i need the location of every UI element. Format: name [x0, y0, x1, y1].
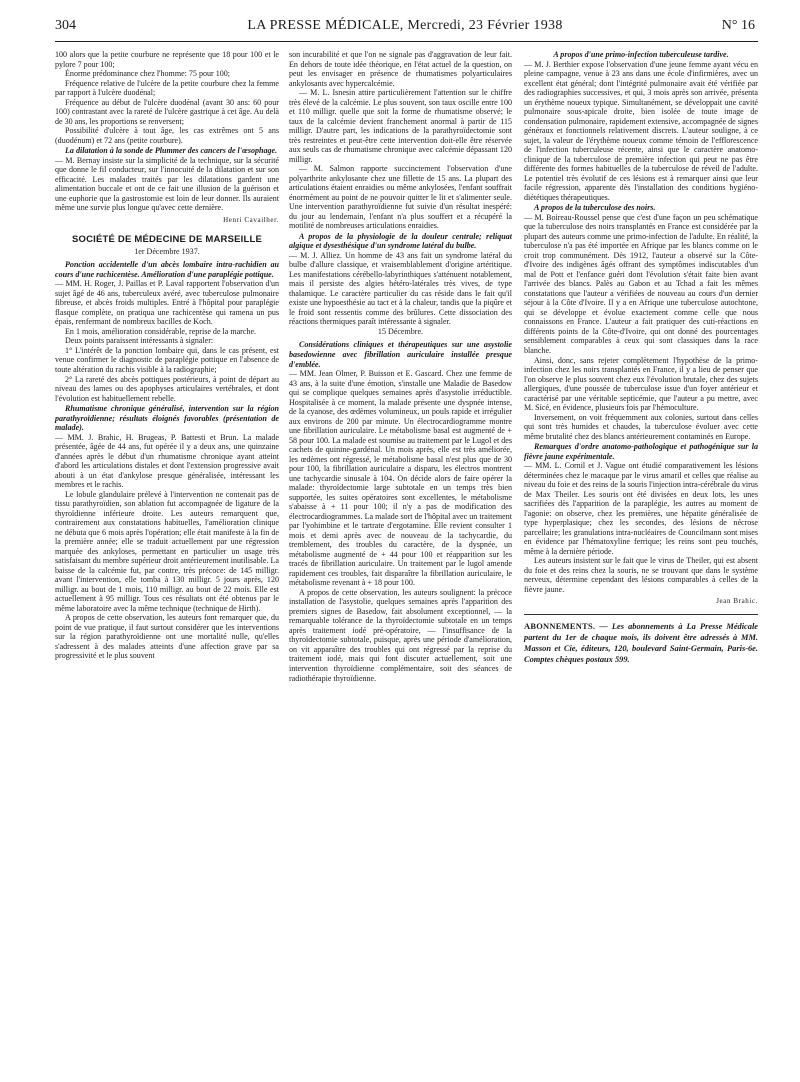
session-date: 15 Décembre.: [377, 326, 424, 336]
section-heading: Remarques d'ordre anatomo-pathologique et pathogénique sur la fièvre jaune expérimentale.: [524, 442, 758, 461]
paragraph: Le lobule glandulaire prélevé à l'intervention ne contenait pas de tissu parathyroïdien, son ablation fut accompagnée de ligature de la thyroïdienne inférieure droite. Les auteurs remarquent que, contrairement aux constatations habituelles, l'amélioration clinique ne débuta que 6 mois après l'opération; elle était manifeste à la fin de la première année; elle se traduit actuellement par une régression marquée des ankyloses, permettant en particulier un usage très satisfaisant du membre supérieur droit antérieurement inutilisable. La baisse de la calcémie fut, par contre, très précoce: de 145 milligr. avant l'intervention, elle tomba à 130 milligr. 5 jours après, 120 milligr. au bout de 1 mois, 110 milligr. au bout de 22 mois. Elle est actuellement à 95 milligr. Tous ces résultats ont été obtenus par le même laboratoire avec la même technique (technique de Hirth).: [55, 489, 279, 613]
notice-lead: ABONNEMENTS.: [524, 621, 596, 631]
section-heading: Ponction accidentelle d'un abcès lombaire intra-rachidien au cours d'une rachicentèse. Amélioration d'une paraplégie pottique.: [55, 260, 279, 279]
section-heading: A propos de la physiologie de la douleur centrale; reliquat algique et dysesthésique d'un syndrome latéral du bulbe.: [289, 231, 512, 251]
notice-text: — Les abonnements à La Presse Médicale partent du 1er de chaque mois, ils doivent être adressés à MM. Masson et Cie, éditeurs, 120, boulevard Saint-Germain, Paris-6e. Comptes chèques postaux 599.: [524, 621, 759, 664]
paragraph: Les auteurs insistent sur le fait que le virus de Theiler, qui est absent du foie et des reins chez la souris, ne se trouvant que dans le système nerveux, détermine cependant des lésions comparables à celles de la fièvre jaune.: [524, 556, 758, 594]
section-heading: A propos d'une primo-infection tuberculeuse tardive.: [553, 50, 729, 59]
paragraph: 2° La rareté des abcès pottiques postérieurs, à point de départ au niveau des lames ou des apophyses articulaires vertébrales, et dont l'évolution est habituellement rebelle.: [55, 374, 279, 403]
subscription-notice: [524, 621, 758, 665]
page-number: 304: [55, 18, 76, 33]
paragraph: — M. Bernay insiste sur la simplicité de la technique, sur la sécurité que donne le fil conducteur, sur l'innocuité de la dilatation et sur son efficacité. Les malades traités par les dilatations gardent une alimentation buccale et ont de ce fait une illusion de la guérison et une euphorie que la gastrostomie est loin de leur donner. Ils auraient même une survie plus longue qu'avec cette dernière.: [55, 155, 279, 213]
section-heading: La dilatation à la sonde de Plummer des cancers de l'œsophage.: [65, 146, 278, 156]
notice-separator: [524, 614, 758, 615]
paragraph: — MM. Jean Olmer, P. Buisson et E. Gascard. Chez une femme de 43 ans, à la suite d'une émotion, s'installe une Maladie de Basedow qui se complique quelques semaines après d'asystolie irréductible. Hospitalisée à ce moment, la malade présente une dyspnée intense, de la cyanose, des œdèmes volumineux, un pouls rapide et irrégulier aux environs de 200 par minute. Un électrocardiogramme montre une fibrillation auriculaire. Le métabolisme basal est augmenté de + 58 pour 100. La malade est soumise au traitement par le Lugol et des cachets de quinine-gardénal. Un mois après, elle est très améliorée, les œdèmes ont régressé, le métabolisme basal n'est plus que de 30 pour 100, la fibrillation auriculaire a disparu, les électros montrent une tachycardie sinusale à 104. On décide alors de faire opérer la malade: thyroïdectomie large subtotale en un temps très bien supportée, les suites opératoires sont excellentes, le métabolisme s'abaisse à + 11 pour 100; il n'y a pas de modification des électrocardiogrammes. La malade sort de l'hôpital avec un traitement par l'yohimbine et le tartrate d'ergotamine. Elle revient consulter 1 mois et demi après avec de nouveau de la tachycardie, du tremblement, des troubles du caractère, de la dyspnée, un métabolisme augmenté de + 44 pour 100 et réapparition sur les tracés de fibrillation auriculaire. Un traitement par le lugol amende rapidement ces troubles, fait disparaître la fibrillation auriculaire, le métabolisme revenant à + 18 pour 100.: [289, 369, 512, 588]
page-header: [55, 18, 755, 40]
author-signature: Henri Cavailher.: [223, 215, 279, 224]
column-left: [55, 50, 279, 661]
paragraph: — M. Boireau-Roussel pense que c'est d'une façon un peu schématique que la tuberculose des noirs transplantés en France est considérée par la plupart des auteurs comme une primo-infection de l'adulte. En réalité, la tuberculose n'a pas été importée en Afrique par les blancs comme on le croit trop communément. Dès 1912, l'auteur a observé sur la Côte-d'Ivoire des indigènes âgés offrant des symptômes indiscutables d'un mal de Pott et l'enfance guéri dont l'évolution s'était faite bien avant l'arrivée des blancs. Palès au Gabon et au Tchad a fait les mêmes constatations que l'auteur a vérifiées de nouveau au cours d'un dernier séjour à la Côte d'Ivoire. Il y a en Afrique une tuberculose autochtone, qui se développe et évolue exactement comme celle que nous connaissons en France. L'auteur a fait pratiquer des cuti-réactions en différents points de la Côte-d'Ivoire, qui ont donné des pourcentages sensiblement comparables à ceux qui sont classiques dans la race blanche.: [524, 212, 758, 355]
paragraph: — M. J. Berthier expose l'observation d'une jeune femme ayant vécu en pleine campagne, venue à 23 ans dans une école d'infirmières, avec un excellent état général; dont l'intégrité pulmonaire avait été vérifiée par des radiographies successives, et qui, 3 mois après son arrivée, présenta un érythème noueux typique. Simultanément, se développait une cavité pulmonaire sous-apicale droite, bien isolée de toute image de condensation pulmonaire, rapidement extensive, accompagnée de signes généraux et fonctionnels relativement discrets. L'auteur souligne, à ce sujet, la valeur de l'érythème noueux comme témoin de l'efflorescence de l'infection tuberculeuse récente, ainsi que le caractère anatomo-clinique de la tuberculose de première infection qui peut ne pas être différente des formes habituelles de la tuberculose de réveil de l'adulte. Le potentiel très évolutif de ces lésions est à remarquer ainsi que leur facile régression, apparente dès l'installation des conditions hygiéno-diététiques thérapeutiques.: [524, 59, 758, 202]
paragraph: Énorme prédominance chez l'homme: 75 pour 100;: [65, 69, 231, 79]
column-middle: [289, 50, 512, 683]
author-signature: Jean Brahic.: [716, 597, 758, 606]
paragraph: Fréquence au début de l'ulcère duodénal (avant 30 ans: 60 pour 100) contrastant avec la rareté de l'ulcère gastrique à cet âge. Au delà de 30 ans, les proportions se renversent;: [55, 97, 279, 126]
paragraph: — M. J. Alliez. Un homme de 43 ans fait un syndrome latéral du bulbe d'allure classique, et vraisemblablement d'origine artéritique. Les manifestations cérébello-labyrinthiques s'atténuent notablement, mais il persiste des algies hétéro-latérales très vives, de type thalamique. Le caractère particulier du cas réside dans le fait qu'il existe une hypoesthésie au tact et à la chaleur, tandis que la piqûre et le froid sont ressentis comme des brûlures. Cette dissociation des réactions thermiques paraît intéressante à signaler.: [289, 250, 512, 327]
section-heading: A propos de la tuberculose des noirs.: [534, 203, 656, 213]
paragraph: 1° L'intérêt de la ponction lombaire qui, dans le cas présent, est venue confirmer le diagnostic de paraplégie pottique en l'absence de toute altération du rachis visible à la radiographie;: [55, 345, 279, 374]
section-heading: Rhumatisme chronique généralisé, intervention sur la région parathyroïdienne; résultats éloignés favorables (présentation de malade).: [55, 404, 279, 433]
paragraph: En 1 mois, amélioration considérable, reprise de la marche.: [65, 326, 257, 336]
journal-title: LA PRESSE MÉDICALE, Mercredi, 23 Février 1938: [247, 18, 563, 33]
paragraph: — MM. L. Cornil et J. Vague ont étudié comparativement les lésions déterminées chez le macaque par le virus amaril et celles que réalise au niveau du foie et des reins de la souris l'injection intra-cérébrale du virus de Max Theiler. Les souris ont été divisées en deux lots, les unes sacrifiées dès l'apparition de la paraplégie, les autres au moment de l'agonie: on observe, chez les premières, une hépatite généralisée de type hyperplasique; chez les secondes, des lésions de nécrose parcellaire; les granulations intra-nucléaires de Councilmann sont mises en évidence par l'hématoxyline ferrique; les reins sont peu touchés, même à la dernière période.: [524, 461, 758, 556]
paragraph: Possibilité d'ulcère à tout âge, les cas extrêmes ont 5 ans (duodénum) et 72 ans (petite courbure).: [55, 126, 279, 145]
section-heading: Considérations cliniques et thérapeutiques sur une asystolie basedowienne avec fibrillation auriculaire installée presque d'emblée.: [289, 340, 512, 369]
header-rule: [55, 41, 758, 42]
paragraph: Ainsi, donc, sans rejeter complètement l'hypothèse de la primo-infection chez les noirs transplantés en France, il y a lieu de penser que l'on observe le plus souvent chez eux l'évolution brutale, chez des sujets allergiques, d'une poussée de tuberculose issue d'un foyer antérieur et caractérisé par une véritable septicémie, que l'auteur a pu mettre, avec M. Sicé, en évidence, plusieurs fois par l'hémoculture.: [524, 355, 758, 413]
paragraph: A propos de cette observation, les auteurs soulignent: la précoce installation de l'asystolie, quelques semaines après l'apparition des premiers signes de Basedow, fait absolument exceptionnel, — la remarquable tolérance de la thyroïdectomie subtotale en un temps après traitement iodé pré-opératoire, — l'insuffisance de la thyroïdectomie subtotale, puisque, après une période d'amélioration, on vit apparaître des troubles qui ont régressé par la reprise du traitement iodé, mais qui font discuter actuellement, soit une intervention thyroïdienne complémentaire, soit des séances de radiothérapie thyroïdienne.: [289, 587, 512, 683]
paragraph: Deux points paraissent intéressants à signaler:: [65, 336, 214, 346]
paragraph: — M. L. Isnesin attire particulièrement l'attention sur le chiffre très élevé de la calcémie. Le plus souvent, son taux oscille entre 100 et 110 milligr. quelle que soit la forme de rhumatisme observé; le taux de la calcémie devient franchement anormal à partir de 115 milligr. D'autre part, les indications de la parathyroïdectomie sont très restreintes et peut-être cette intervention doit-elle être réservée aux seuls cas de rhumatisme chronique avec calcémie dépassant 120 milligr.: [289, 88, 512, 164]
paragraph: — M. Salmon rapporte succinctement l'observation d'une polyarthrite ankylosante chez une fillette de 15 ans. La plupart des articulations étaient enraidies ou même ankylosées, l'enfant souffrait énormément au point de ne pouvoir quitter le lit et s'alimenter seule. Une intervention parathyroïdienne fut suivie d'un résultat inespéré: du jour au lendemain, l'enfant n'a plus souffert et a récupéré la motilité de nombreuses articulations enraidies.: [289, 164, 512, 231]
issue-number: N° 16: [721, 18, 755, 33]
paragraph: Inversement, on voit fréquemment aux colonies, surtout dans celles qui sont très humides et chaudes, la tuberculose évoluer avec cette même brutalité chez des blancs antérieurement contaminés en Europe.: [524, 412, 758, 441]
paragraph: — MM. H. Roger, J. Paillas et P. Laval rapportent l'observation d'un sujet âgé de 46 ans, tuberculeux avéré, avec tuberculose pulmonaire fibreuse, et abcès froids multiples. Entré à l'hôpital pour paraplégie flasque complète, on pratiqua une rachicentèse qui ramena un pus épais, renfermant de nombreux bacilles de Koch.: [55, 279, 279, 327]
society-heading: SOCIÉTÉ DE MÉDECINE DE MARSEILLE: [71, 234, 263, 246]
column-right: [524, 50, 758, 665]
paragraph: 100 alors que la petite courbure ne représente que 18 pour 100 et le pylore 7 pour 100;: [55, 50, 279, 69]
paragraph: son incurabilité et que l'on ne signale pas d'aggravation de leur fait. En dehors de toute idée théorique, en l'état actuel de la question, on peut les envisager en présence de rhumatismes polyarticulaires ankylosants avec hypercalcémie.: [289, 50, 512, 88]
session-date: 1er Décembre 1937.: [134, 246, 200, 256]
paragraph: Fréquence relative de l'ulcère de la petite courbure chez la femme par rapport à l'ulcère duodénal;: [55, 78, 279, 98]
paragraph: — MM. J. Brahic, H. Brugeas, P. Battesti et Brun. La malade présentée, âgée de 44 ans, fut opérée il y a deux ans, une quinzaine d'années après le début d'un rhumatisme chronique ayant atteint d'abord les articulations distales et dont l'extension progressive avait abouti à un état d'ankylose presque généralisée, intéressant les membres et le rachis.: [55, 432, 279, 490]
paragraph: A propos de cette observation, les auteurs font remarquer que, du point de vue pratique, il faut surtout considérer que les interventions sur la région parathyroïdienne ont une mortalité nulle, qu'elles s'adressent à des malades atteints d'une affection grave par sa progressivité et le plus souvent: [55, 613, 279, 661]
